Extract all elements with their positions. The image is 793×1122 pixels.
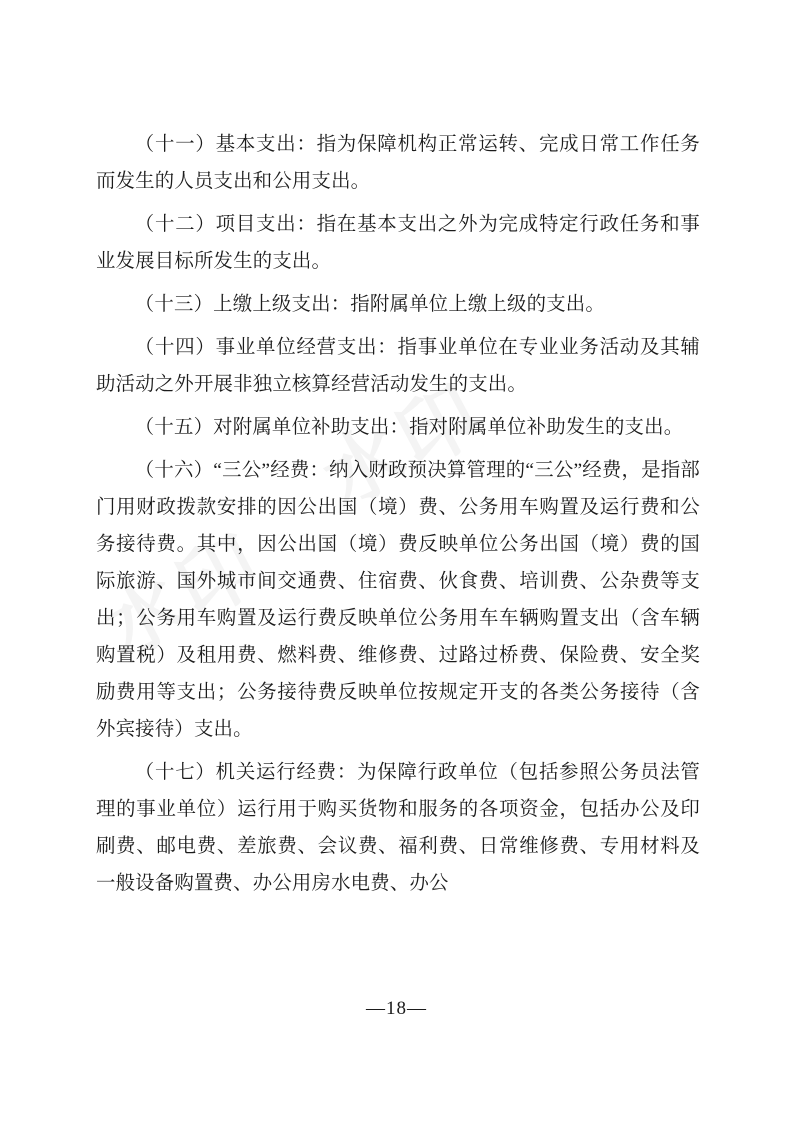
paragraph-17: （十七）机关运行经费：为保障行政单位（包括参照公务员法管理的事业单位）运行用于购买货物和服务的各项资金，包括办公及印刷费、邮电费、差旅费、会议费、福利费、日常维修费、专用材料及一般设备购置费、办公用房水电费、办公 <box>96 762 700 894</box>
paragraph-12: （十二）项目支出：指在基本支出之外为完成特定行政任务和事业发展目标所发生的支出。 <box>96 214 700 272</box>
paragraph-13: （十三）上缴上级支出：指附属单位上缴上级的支出。 <box>134 294 605 315</box>
paragraph-16: （十六）“三公”经费：纳入财政预决算管理的“三公”经费，是指部门用财政拨款安排的因公出国（境）费、公务用车购置及运行费和公务接待费。其中，因公出国（境）费反映单位公务出国（境）费的国际旅游、国外城市间交通费、住宿费、伙食费、培训费、公杂费等支出；公务用车购置及运行费反映单位公务用车车辆购置支出（含车辆购置税）及租用费、燃料费、维修费、过路过桥费、保险费、安全奖励费用等支出；公务接待费反映单位按规定开支的各类公务接待（含外宾接待）支出。 <box>96 460 700 740</box>
paragraph-15: （十五）对附属单位补助支出：指对附属单位补助发生的支出。 <box>134 417 684 438</box>
paragraph-11: （十一）基本支出：指为保障机构正常运转、完成日常工作任务而发生的人员支出和公用支出。 <box>96 134 700 192</box>
paragraph-14: （十四）事业单位经营支出：指事业单位在专业业务活动及其辅助活动之外开展非独立核算经营活动发生的支出。 <box>96 337 700 395</box>
page-number: —18— <box>366 998 427 1019</box>
document-body <box>96 126 700 908</box>
